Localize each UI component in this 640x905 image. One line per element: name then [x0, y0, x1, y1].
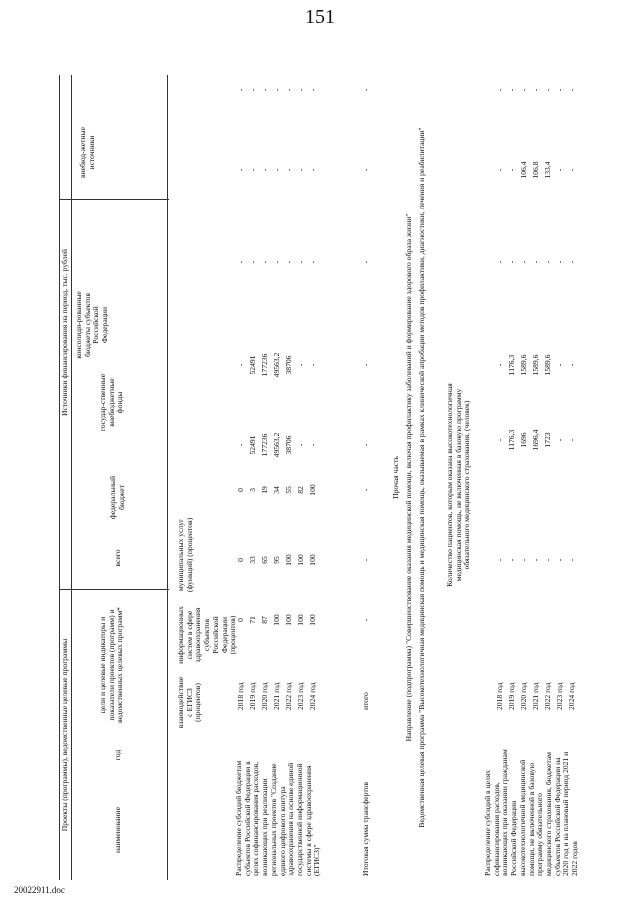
cell-federal: -	[296, 363, 305, 367]
cell-year: 2022 год	[284, 682, 293, 710]
cell-extra: -	[308, 88, 317, 92]
cell-year: 2024 год	[567, 682, 576, 710]
cell-total: -	[236, 443, 245, 447]
cell-v1: 100	[308, 614, 317, 626]
cell-year: 2020 год	[260, 682, 269, 710]
cell-year: 2023 год	[555, 682, 564, 710]
cell-v: -	[543, 558, 552, 562]
cell-federal: 52491	[248, 355, 257, 375]
cell-total: -	[296, 443, 305, 447]
cell-extra: -	[260, 88, 269, 92]
cell-consolidated: 133,4	[543, 161, 552, 179]
cell-v1: 0	[236, 618, 245, 622]
cell-v2: 0	[236, 558, 245, 562]
cell-funds: -	[308, 260, 317, 264]
cell-consolidated: 106,8	[531, 161, 540, 179]
cell-year: 2020 год	[519, 682, 528, 710]
cell-v1: 71	[248, 616, 257, 624]
cell-year: 2021 год	[272, 682, 281, 710]
cell-v: -	[495, 558, 504, 562]
cell-total: 1696,4	[531, 429, 540, 451]
cell-federal: 38706	[284, 355, 293, 375]
cell-funds: -	[495, 260, 504, 264]
cell-total: -	[567, 438, 576, 442]
cell-v1: 100	[272, 614, 281, 626]
cell-v: -	[567, 558, 576, 562]
cell-v2: 95	[272, 556, 281, 564]
cell-extra: -	[507, 88, 516, 92]
other-part-title: Прочая часть	[391, 456, 400, 499]
total-cell-v1: -	[361, 618, 370, 622]
cell-v3: 82	[296, 486, 305, 494]
cell-v2: 100	[284, 554, 293, 566]
cell-extra: -	[236, 88, 245, 92]
cell-year: 2022 год	[543, 682, 552, 710]
cell-extra: -	[272, 88, 281, 92]
cell-v2: 100	[296, 554, 305, 566]
cell-federal: 1589,6	[531, 354, 540, 376]
total-cell-funds: -	[361, 260, 370, 264]
cell-consolidated: -	[308, 168, 317, 172]
indicator-2: информационных систем в сфере здравоохранения субъектов Российской Федерации (процентов)	[176, 606, 238, 664]
header-consolidated: консолиди-рованные бюджеты субъектов Российской Федерации	[74, 291, 110, 359]
cell-extra: -	[519, 88, 528, 92]
cell-consolidated: -	[555, 168, 564, 172]
cell-total: -	[495, 438, 504, 442]
cell-federal: 177236	[260, 353, 269, 377]
header-goals: цели и целевые индикаторы и показатели проектов (программ) и ведомственных целевых программ*	[98, 607, 125, 723]
section2-description: Распределение субсидий в целях софинансирования расходов, возникающих при оказании гражданам Российской Федерации высокотехнологичной медицинской помощи, не включенной в базовую программу обязательного медицинского страхования, бюджетам субъектов Российской Федерации на 2020 год и на плановый период 2021 и 2022 годов	[483, 749, 580, 876]
header-financing: Источники финансирования на период, тыс. рублей	[60, 249, 69, 416]
cell-v2: 65	[260, 556, 269, 564]
cell-federal: -	[555, 363, 564, 367]
cell-federal: -	[495, 363, 504, 367]
cell-v1: 100	[296, 614, 305, 626]
cell-funds: -	[296, 260, 305, 264]
cell-year: 2019 год	[248, 682, 257, 710]
total-cell-consolidated: -	[361, 168, 370, 172]
header-total: всего	[113, 549, 122, 567]
cell-v: -	[555, 558, 564, 562]
cell-total: 49563,2	[272, 432, 281, 458]
cell-consolidated: -	[236, 168, 245, 172]
cell-funds: -	[272, 260, 281, 264]
cell-year: 2024 год	[308, 682, 317, 710]
cell-funds: -	[260, 260, 269, 264]
page-number: 151	[305, 6, 335, 28]
cell-total: 177236	[260, 433, 269, 457]
total-row-label: Итоговая сумма трансфертов	[361, 782, 370, 876]
departmental-program-title: Ведомственная целевая программа "Высокотехнологичная медицинская помощь и медицинская помощь, оказываемая в рамках клинической апробации методов профилактики, диагностики, лечения и реабилитации"	[417, 127, 426, 828]
header-state-funds: государ-ственные внебюджетные фонды	[98, 373, 125, 432]
footer-code: 20022911.doc	[14, 885, 65, 895]
cell-v2: 33	[248, 556, 257, 564]
cell-consolidated: -	[272, 168, 281, 172]
header-programs: Проекты (программы), ведомственные целевые программы	[60, 638, 69, 832]
cell-year: 2018 год	[495, 682, 504, 710]
cell-federal: 49563,2	[272, 352, 281, 378]
cell-total: -	[308, 443, 317, 447]
cell-v3: 100	[308, 484, 317, 496]
cell-year: 2021 год	[531, 682, 540, 710]
cell-federal: 1176,3	[507, 354, 516, 376]
cell-extra: -	[495, 88, 504, 92]
cell-v3: 3	[248, 488, 257, 492]
cell-consolidated: -	[507, 168, 516, 172]
cell-extra: -	[555, 88, 564, 92]
cell-total: 1176,3	[507, 429, 516, 451]
cell-funds: -	[284, 260, 293, 264]
section2-indicator-title: Количество пациентов, которым оказана высокотехнологичная медицинская помощь, не включенная в базовую программу обязательного медицинского страхования, (человек)	[445, 383, 472, 587]
cell-v3: 0	[236, 488, 245, 492]
cell-v2: 100	[308, 554, 317, 566]
cell-extra: -	[531, 88, 540, 92]
total-cell-total: -	[361, 443, 370, 447]
cell-v: -	[519, 558, 528, 562]
cell-extra: -	[543, 88, 552, 92]
cell-v3: 55	[284, 486, 293, 494]
cell-total: 38706	[284, 435, 293, 455]
cell-total: -	[555, 438, 564, 442]
cell-year: 2023 год	[296, 682, 305, 710]
cell-funds: -	[519, 260, 528, 264]
cell-total: 1723	[543, 432, 552, 448]
cell-federal: 1589,6	[519, 354, 528, 376]
cell-funds: -	[248, 260, 257, 264]
cell-funds: -	[507, 260, 516, 264]
total-cell-v2: -	[361, 558, 370, 562]
cell-year: 2018 год	[236, 682, 245, 710]
cell-funds: -	[555, 260, 564, 264]
cell-v1: 100	[284, 614, 293, 626]
cell-v3: 19	[260, 486, 269, 494]
cell-extra: -	[567, 88, 576, 92]
cell-federal: -	[236, 363, 245, 367]
cell-consolidated: -	[296, 168, 305, 172]
header-extra: внебюд-жетные источники	[78, 127, 96, 178]
cell-consolidated: -	[567, 168, 576, 172]
cell-funds: -	[567, 260, 576, 264]
header-name: наименование	[113, 807, 122, 853]
cell-federal: -	[567, 363, 576, 367]
cell-extra: -	[248, 88, 257, 92]
cell-funds: -	[236, 260, 245, 264]
cell-v1: 87	[260, 616, 269, 624]
cell-federal: -	[308, 363, 317, 367]
cell-consolidated: -	[248, 168, 257, 172]
cell-funds: -	[531, 260, 540, 264]
cell-consolidated: -	[284, 168, 293, 172]
cell-total: 1696	[519, 432, 528, 448]
cell-consolidated: -	[260, 168, 269, 172]
cell-v: -	[507, 558, 516, 562]
rotated-table	[59, 75, 639, 880]
cell-v: -	[531, 558, 540, 562]
header-year: год	[113, 749, 122, 761]
cell-extra: -	[284, 88, 293, 92]
cell-federal: 1589,6	[543, 354, 552, 376]
indicator-3: муниципальных услуг (функций) (процентов)	[176, 517, 194, 593]
cell-total: 52491	[248, 435, 257, 455]
cell-year: 2019 год	[507, 682, 516, 710]
cell-consolidated: 106,4	[519, 161, 528, 179]
indicator-1: взаимодействие с ЕГИСЗ (процентов)	[176, 676, 203, 729]
cell-funds: -	[543, 260, 552, 264]
cell-extra: -	[296, 88, 305, 92]
cell-v3: 34	[272, 486, 281, 494]
total-cell-v3: -	[361, 488, 370, 492]
header-federal: федеральный бюджет	[108, 475, 126, 520]
total-cell-extra: -	[361, 88, 370, 92]
total-cell-year: итого	[361, 692, 370, 710]
cell-consolidated: -	[495, 168, 504, 172]
direction-title: Направление (подпрограмма) "Совершенствование оказания медицинской помощи, включая профилактику заболеваний и формирование здорового образа жизни"	[404, 213, 413, 742]
total-cell-federal: -	[361, 363, 370, 367]
section1-description: Распределение субсидий бюджетам субъектов Российской Федерации в целях софинансирования расходов, возникающих при реализации региональных проектов "Создание единого цифрового контура здравоохранения на основе единой государственной информационной системы в сфере здравоохранения (ЕГИСЗ)"	[234, 760, 322, 876]
